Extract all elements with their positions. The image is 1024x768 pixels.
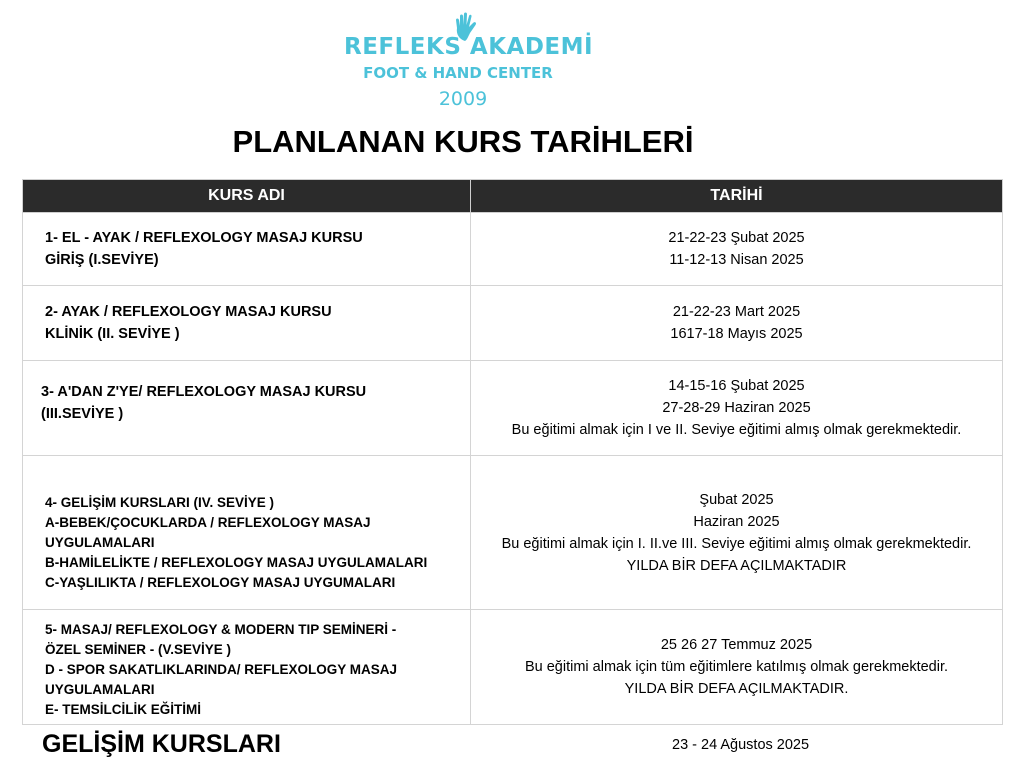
column-header-course-name: KURS ADI bbox=[23, 180, 471, 213]
course-name-line: B-HAMİLELİKTE / REFLEXOLOGY MASAJ UYGULAMALARI bbox=[45, 554, 428, 570]
course-name-line: 5- MASAJ/ REFLEXOLOGY & MODERN TIP SEMİNERİ - bbox=[45, 622, 397, 637]
table-row bbox=[23, 361, 1003, 456]
logo-year: 2009 bbox=[438, 88, 488, 110]
course-name-cell bbox=[23, 213, 471, 286]
course-date-line: Haziran 2025 bbox=[693, 513, 780, 530]
course-name-line: C-YAŞLILIKTA / REFLEXOLOGY MASAJ UYGUMALARI bbox=[45, 574, 396, 590]
footer-title: GELİŞİM KURSLARI bbox=[42, 730, 281, 758]
course-date-cell bbox=[471, 361, 1003, 456]
course-name-line: A-BEBEK/ÇOCUKLARDA / REFLEXOLOGY MASAJ bbox=[45, 514, 371, 530]
course-name-cell bbox=[23, 610, 471, 725]
course-date-line: 27-28-29 Haziran 2025 bbox=[662, 400, 811, 416]
page-title: PLANLANAN KURS TARİHLERİ bbox=[232, 124, 694, 159]
logo-subtitle: FOOT & HAND CENTER bbox=[363, 64, 553, 82]
course-name-cell bbox=[23, 361, 471, 456]
course-name-line: (III.SEVİYE ) bbox=[41, 406, 124, 422]
course-date-cell bbox=[471, 286, 1003, 361]
course-name-line: D - SPOR SAKATLIKLARINDA/ REFLEXOLOGY MASAJ bbox=[45, 662, 398, 677]
course-name-line: E- TEMSİLCİLİK EĞİTİMİ bbox=[45, 702, 201, 717]
table-row bbox=[23, 456, 1003, 610]
logo bbox=[340, 12, 594, 112]
course-date-line: 21-22-23 Mart 2025 bbox=[672, 304, 801, 320]
table-row bbox=[23, 610, 1003, 725]
course-date-line: 21-22-23 Şubat 2025 bbox=[668, 230, 805, 246]
course-name-line: UYGULAMALARI bbox=[45, 682, 155, 697]
table-row bbox=[23, 286, 1003, 361]
course-name-line: 3- A'DAN Z'YE/ REFLEXOLOGY MASAJ KURSU bbox=[41, 384, 367, 400]
course-date-line: Şubat 2025 bbox=[699, 491, 774, 508]
course-name-line: KLİNİK (II. SEVİYE ) bbox=[45, 326, 180, 342]
course-name-cell bbox=[23, 456, 471, 610]
course-date-line: 1617-18 Mayıs 2025 bbox=[670, 326, 803, 342]
table-header-row bbox=[23, 180, 1003, 213]
course-date-line: Bu eğitimi almak için I. II.ve III. Seviye eğitimi almış olmak gerekmektedir. bbox=[501, 535, 972, 552]
course-name-line: 4- GELİŞİM KURSLARI (IV. SEVİYE ) bbox=[45, 494, 275, 510]
course-date-cell bbox=[471, 213, 1003, 286]
course-name-line: 2- AYAK / REFLEXOLOGY MASAJ KURSU bbox=[45, 304, 332, 320]
footer-date: 23 - 24 Ağustos 2025 bbox=[672, 737, 810, 753]
course-date-line: 14-15-16 Şubat 2025 bbox=[668, 378, 805, 394]
course-date-cell bbox=[471, 456, 1003, 610]
course-date-line: YILDA BİR DEFA AÇILMAKTADIR. bbox=[624, 681, 849, 697]
logo-brand: REFLEKS AKADEMİ bbox=[344, 34, 594, 60]
column-header-date: TARİHİ bbox=[471, 180, 1003, 213]
course-date-line: 25 26 27 Temmuz 2025 bbox=[660, 637, 813, 653]
course-name-line: ÖZEL SEMİNER - (V.SEVİYE ) bbox=[45, 642, 232, 657]
course-name-line: UYGULAMALARI bbox=[45, 534, 155, 550]
course-name-line: 1- EL - AYAK / REFLEXOLOGY MASAJ KURSU bbox=[45, 230, 363, 246]
course-name-line: GİRİŞ (I.SEVİYE) bbox=[45, 252, 159, 268]
course-table bbox=[22, 179, 1003, 725]
course-date-line: 11-12-13 Nisan 2025 bbox=[669, 252, 804, 268]
course-date-line: YILDA BİR DEFA AÇILMAKTADIR bbox=[626, 557, 847, 574]
course-date-cell bbox=[471, 610, 1003, 725]
course-date-line: Bu eğitimi almak için I ve II. Seviye eğitimi almış olmak gerekmektedir. bbox=[511, 422, 962, 438]
table-row bbox=[23, 213, 1003, 286]
course-name-cell bbox=[23, 286, 471, 361]
course-date-line: Bu eğitimi almak için tüm eğitimlere katılmış olmak gerekmektedir. bbox=[524, 659, 949, 675]
